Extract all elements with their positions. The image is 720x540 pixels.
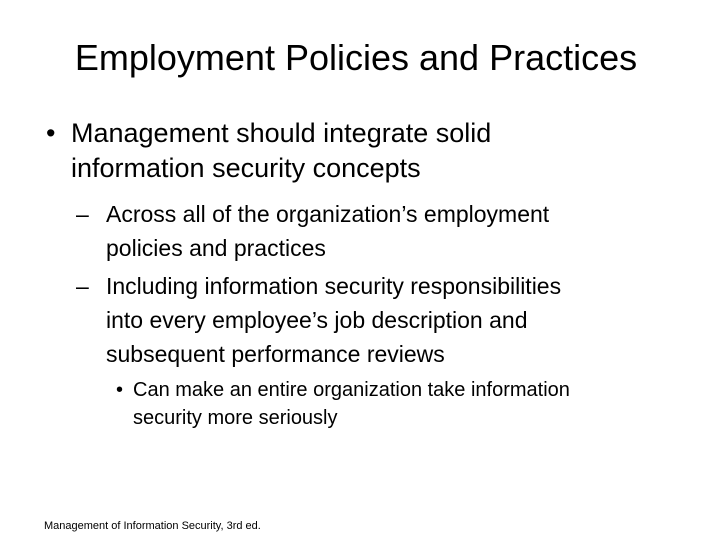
dash-marker: –: [76, 273, 89, 299]
bullet-text-line: Can make an entire organization take information: [133, 379, 570, 401]
bullet-level-2: [76, 269, 561, 371]
dash-marker: –: [76, 201, 89, 227]
bullet-text-line: information security concepts: [71, 153, 421, 183]
slide-title: Employment Policies and Practices: [74, 37, 638, 78]
bullet-marker: •: [116, 379, 124, 401]
bullet-marker: •: [46, 118, 56, 148]
bullet-text-line: subsequent performance reviews: [106, 341, 445, 367]
bullet-level-1: [46, 116, 491, 186]
bullet-level-2: [76, 197, 549, 265]
bullet-text-line: into every employee’s job description and: [106, 307, 528, 333]
bullet-text-line: security more seriously: [133, 407, 338, 429]
bullet-text-line: Including information security responsibilities: [106, 273, 562, 299]
slide-footer: Management of Information Security, 3rd ed.: [44, 520, 261, 532]
bullet-level-3: [116, 376, 570, 432]
bullet-text-line: policies and practices: [106, 235, 326, 261]
bullet-text-line: Across all of the organization’s employment: [106, 201, 550, 227]
bullet-text-line: Management should integrate solid: [71, 118, 492, 148]
